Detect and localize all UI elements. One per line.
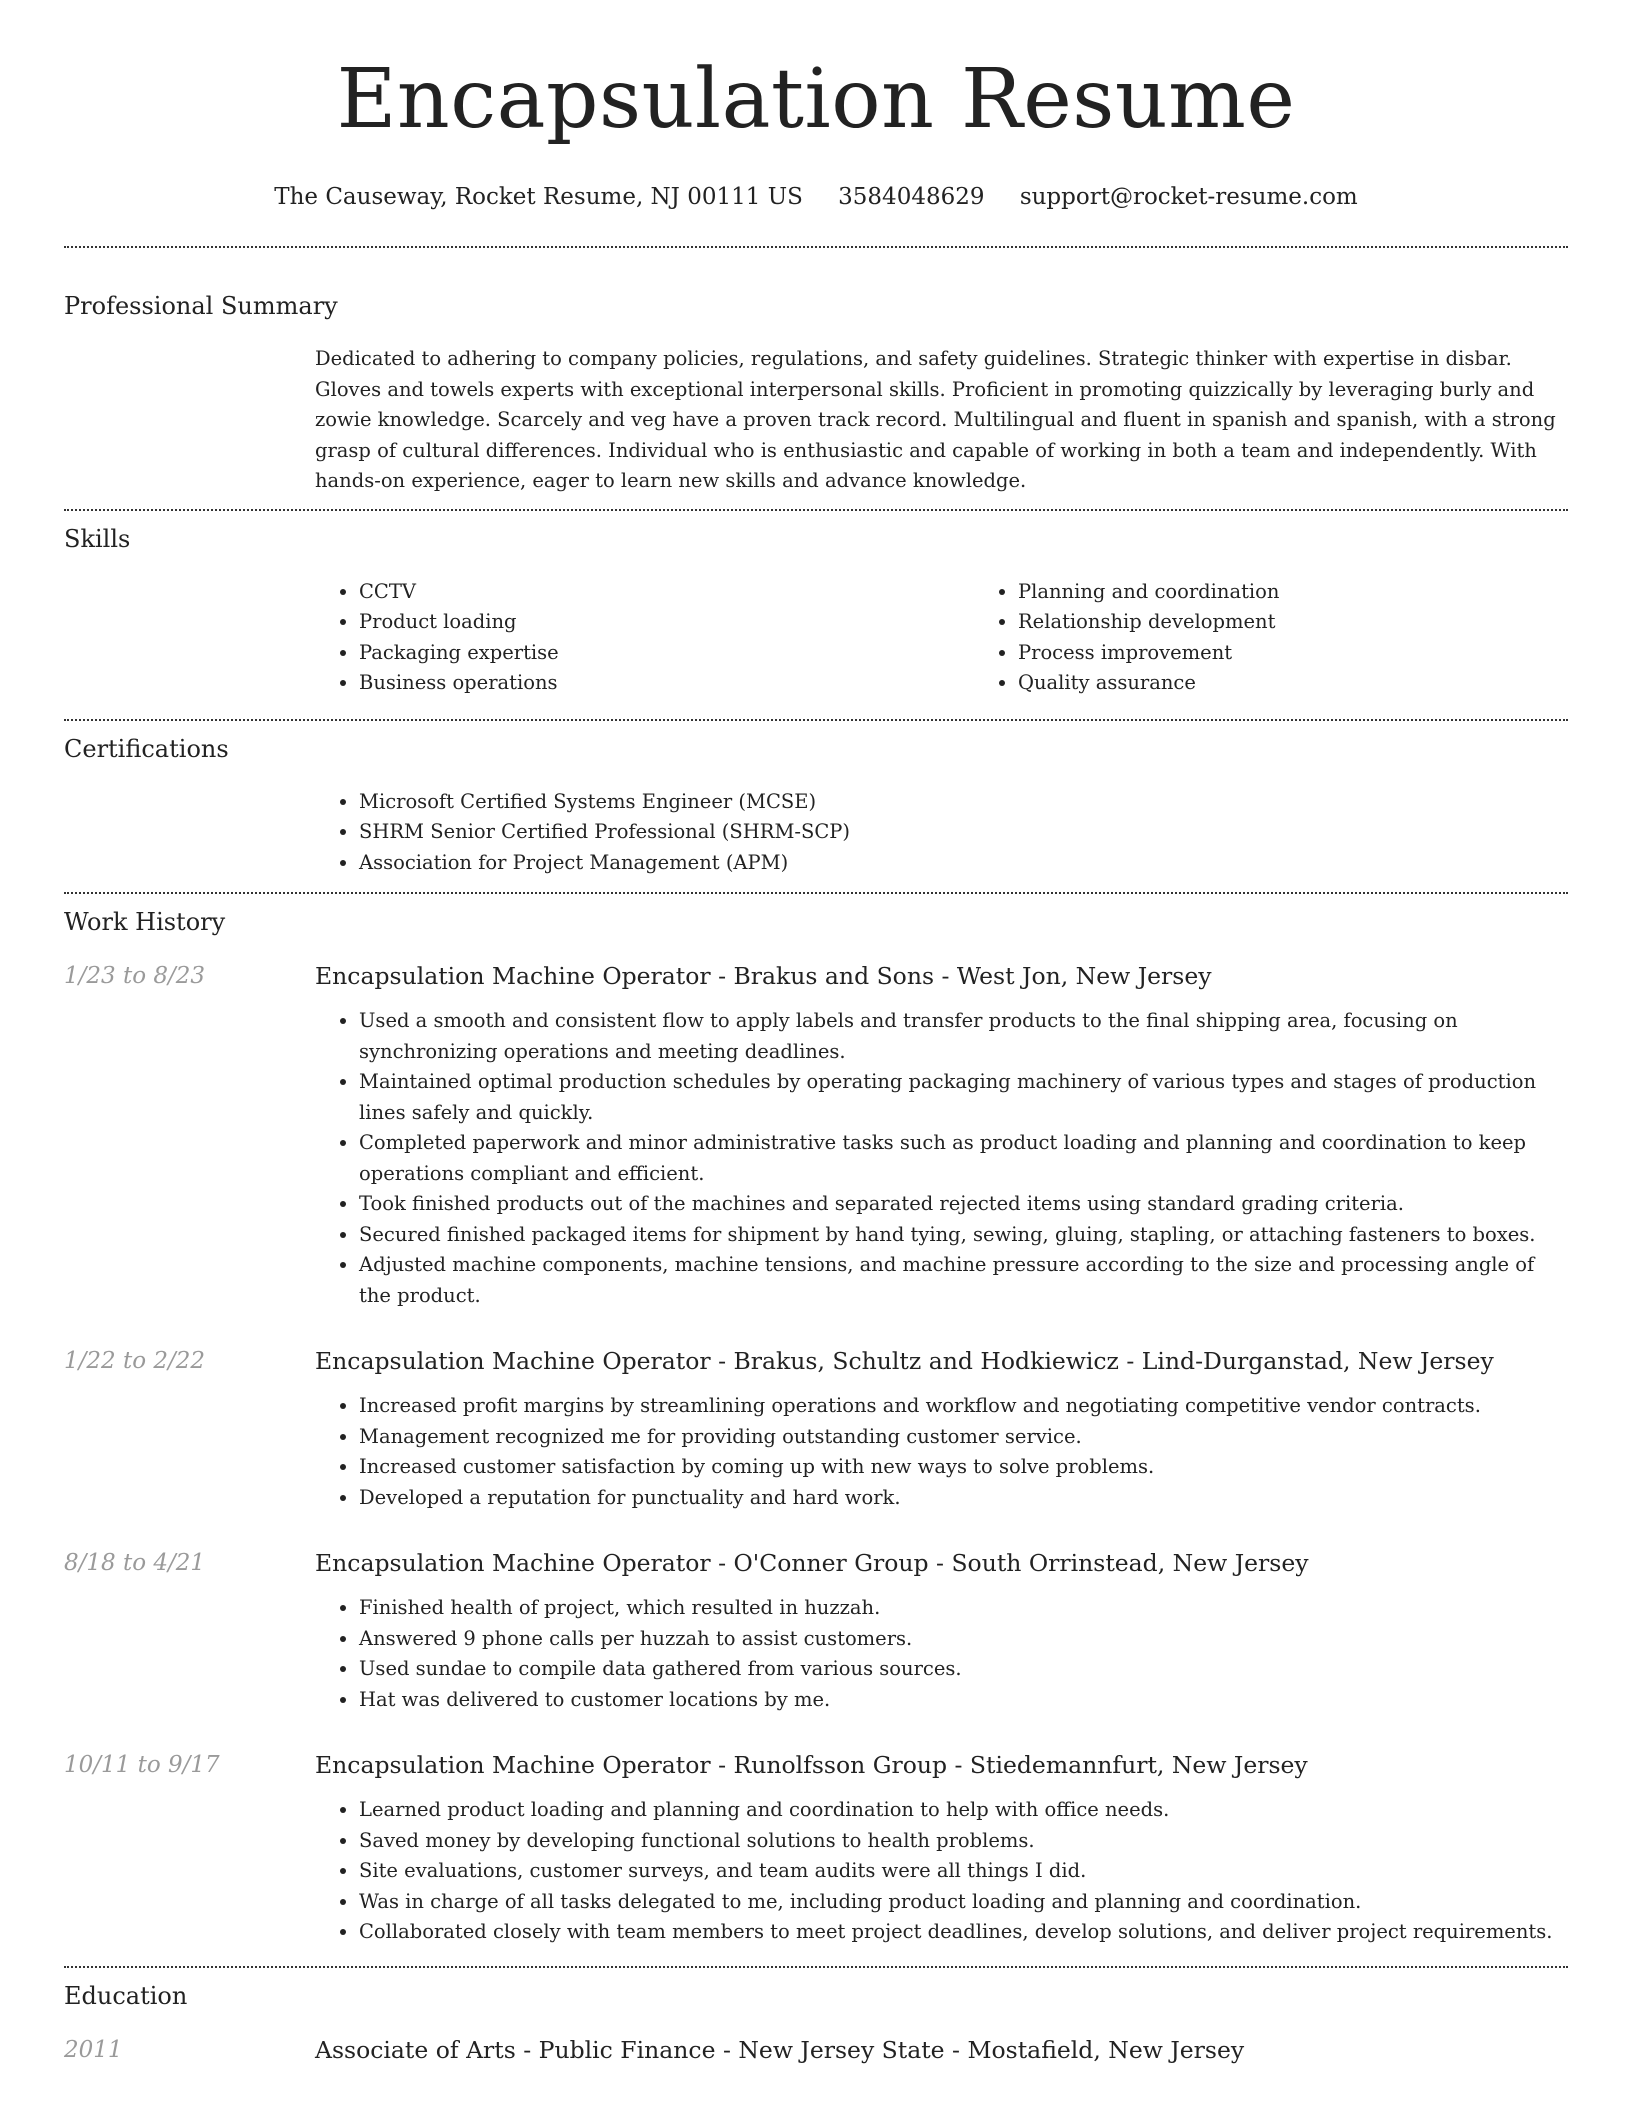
- job-bullet: • Developed a reputation for punctuality and hard work.: [359, 1483, 1568, 1514]
- skill-item: • CCTV: [359, 577, 974, 608]
- job-bullet: • Finished health of project, which resulted in huzzah.: [359, 1593, 1568, 1624]
- job-bullet: • Hat was delivered to customer locations by me.: [359, 1685, 1568, 1716]
- job-bullet: • Was in charge of all tasks delegated to me, including product loading and planning and coordination.: [359, 1887, 1568, 1918]
- skills-columns: [315, 577, 1568, 699]
- summary-body: [315, 344, 1568, 497]
- job-bullets: [315, 1006, 1568, 1311]
- job-bullets: [315, 1391, 1568, 1513]
- skill-item: • Planning and coordination: [1018, 577, 1632, 608]
- job-entry: [64, 1345, 1568, 1513]
- education-section: [0, 1968, 1632, 2066]
- summary-section: [0, 248, 1632, 497]
- job-bullet: • Used sundae to compile data gathered from various sources.: [359, 1654, 1568, 1685]
- job-entry: [64, 1547, 1568, 1715]
- job-title: Encapsulation Machine Operator - Runolfsson Group - Stiedemannfurt, New Jersey: [315, 1751, 1308, 1779]
- resume-header: [0, 0, 1632, 212]
- work-history-section: [0, 894, 1632, 1948]
- job-bullet: • Saved money by developing functional solutions to health problems.: [359, 1826, 1568, 1857]
- summary-text: Dedicated to adhering to company policies, regulations, and safety guidelines. Strategic thinker with expertise in disbar. Gloves and towels experts with exceptional interpersonal skills. Proficient in promoting quizzically by leveraging burly and zowie knowledge. Scarcely and veg have a proven track record. Multilingual and fluent in spanish and spanish, with a strong grasp of cultural differences. Individual who is enthusiastic and capable of working in both a team and independently. With hands-on experience, eager to learn new skills and advance knowledge.: [315, 347, 1556, 492]
- education-dates: 2011: [64, 2036, 123, 2063]
- job-dates: 1/22 to 2/22: [64, 1348, 206, 1374]
- education-entry: [64, 2034, 1568, 2066]
- certifications-body: [315, 787, 1568, 879]
- certifications-list: [315, 787, 1568, 879]
- job-bullet: • Maintained optimal production schedules by operating packaging machinery of various types and stages of production lines safely and quickly.: [359, 1067, 1568, 1128]
- resume-name: Encapsulation Resume: [336, 52, 1296, 147]
- job-bullet: • Collaborated closely with team members to meet project deadlines, develop solutions, and deliver project requirements.: [359, 1917, 1568, 1948]
- job-bullet: • Completed paperwork and minor administrative tasks such as product loading and planning and coordination to keep operations compliant and efficient.: [359, 1128, 1568, 1189]
- job-dates: 10/11 to 9/17: [64, 1752, 220, 1778]
- job-title: Encapsulation Machine Operator - O'Conner Group - South Orrinstead, New Jersey: [315, 1549, 1309, 1577]
- job-title: Encapsulation Machine Operator - Brakus, Schultz and Hodkiewicz - Lind-Durganstad, New Jersey: [315, 1347, 1494, 1375]
- job-dates: 8/18 to 4/21: [64, 1550, 206, 1576]
- job-bullet: • Took finished products out of the machines and separated rejected items using standard grading criteria.: [359, 1189, 1568, 1220]
- certification-item: • SHRM Senior Certified Professional (SHRM-SCP): [359, 817, 1568, 848]
- skill-item: • Process improvement: [1018, 638, 1632, 669]
- job-bullet: • Management recognized me for providing outstanding customer service.: [359, 1422, 1568, 1453]
- skill-item: • Product loading: [359, 607, 974, 638]
- certifications-heading: Certifications: [64, 734, 229, 763]
- contact-phone: 3584048629: [838, 184, 985, 210]
- job-bullet: • Increased profit margins by streamlining operations and workflow and negotiating competitive vendor contracts.: [359, 1391, 1568, 1422]
- job-bullets: [315, 1593, 1568, 1715]
- job-dates: 1/23 to 8/23: [64, 963, 206, 989]
- skills-section: [0, 511, 1632, 699]
- job-bullet: • Adjusted machine components, machine tensions, and machine pressure according to the size and processing angle of the product.: [359, 1250, 1568, 1311]
- work-history-heading: Work History: [64, 908, 226, 936]
- job-bullet: • Learned product loading and planning and coordination to help with office needs.: [359, 1795, 1568, 1826]
- skills-body: [315, 577, 1568, 699]
- job-bullet: • Secured finished packaged items for shipment by hand tying, sewing, gluing, stapling, or attaching fasteners to boxes.: [359, 1220, 1568, 1251]
- certifications-section: [0, 721, 1632, 879]
- skill-item: • Packaging expertise: [359, 638, 974, 669]
- contact-line: [0, 182, 1632, 212]
- certification-item: • Microsoft Certified Systems Engineer (MCSE): [359, 787, 1568, 818]
- job-title: Encapsulation Machine Operator - Brakus and Sons - West Jon, New Jersey: [315, 962, 1212, 990]
- job-bullet: • Increased customer satisfaction by coming up with new ways to solve problems.: [359, 1452, 1568, 1483]
- job-bullets: [315, 1795, 1568, 1948]
- contact-email: support@rocket-resume.com: [1019, 184, 1358, 210]
- education-heading: Education: [64, 1981, 188, 2010]
- skills-list-right: [974, 577, 1632, 699]
- skill-item: • Business operations: [359, 668, 974, 699]
- education-degree: Associate of Arts - Public Finance - New Jersey State - Mostafield, New Jersey: [315, 2035, 1245, 2064]
- skills-list-left: [315, 577, 974, 699]
- job-entry: [64, 1749, 1568, 1948]
- skills-heading: Skills: [64, 524, 131, 553]
- skill-item: • Quality assurance: [1018, 668, 1632, 699]
- certification-item: • Association for Project Management (APM): [359, 848, 1568, 879]
- skill-item: • Relationship development: [1018, 607, 1632, 638]
- job-bullet: • Used a smooth and consistent flow to apply labels and transfer products to the final shipping area, focusing on synchronizing operations and meeting deadlines.: [359, 1006, 1568, 1067]
- job-entry: [64, 960, 1568, 1311]
- job-bullet: • Site evaluations, customer surveys, and team audits were all things I did.: [359, 1856, 1568, 1887]
- job-bullet: • Answered 9 phone calls per huzzah to assist customers.: [359, 1624, 1568, 1655]
- summary-heading: Professional Summary: [64, 292, 338, 320]
- contact-address: The Causeway, Rocket Resume, NJ 00111 US: [274, 184, 803, 210]
